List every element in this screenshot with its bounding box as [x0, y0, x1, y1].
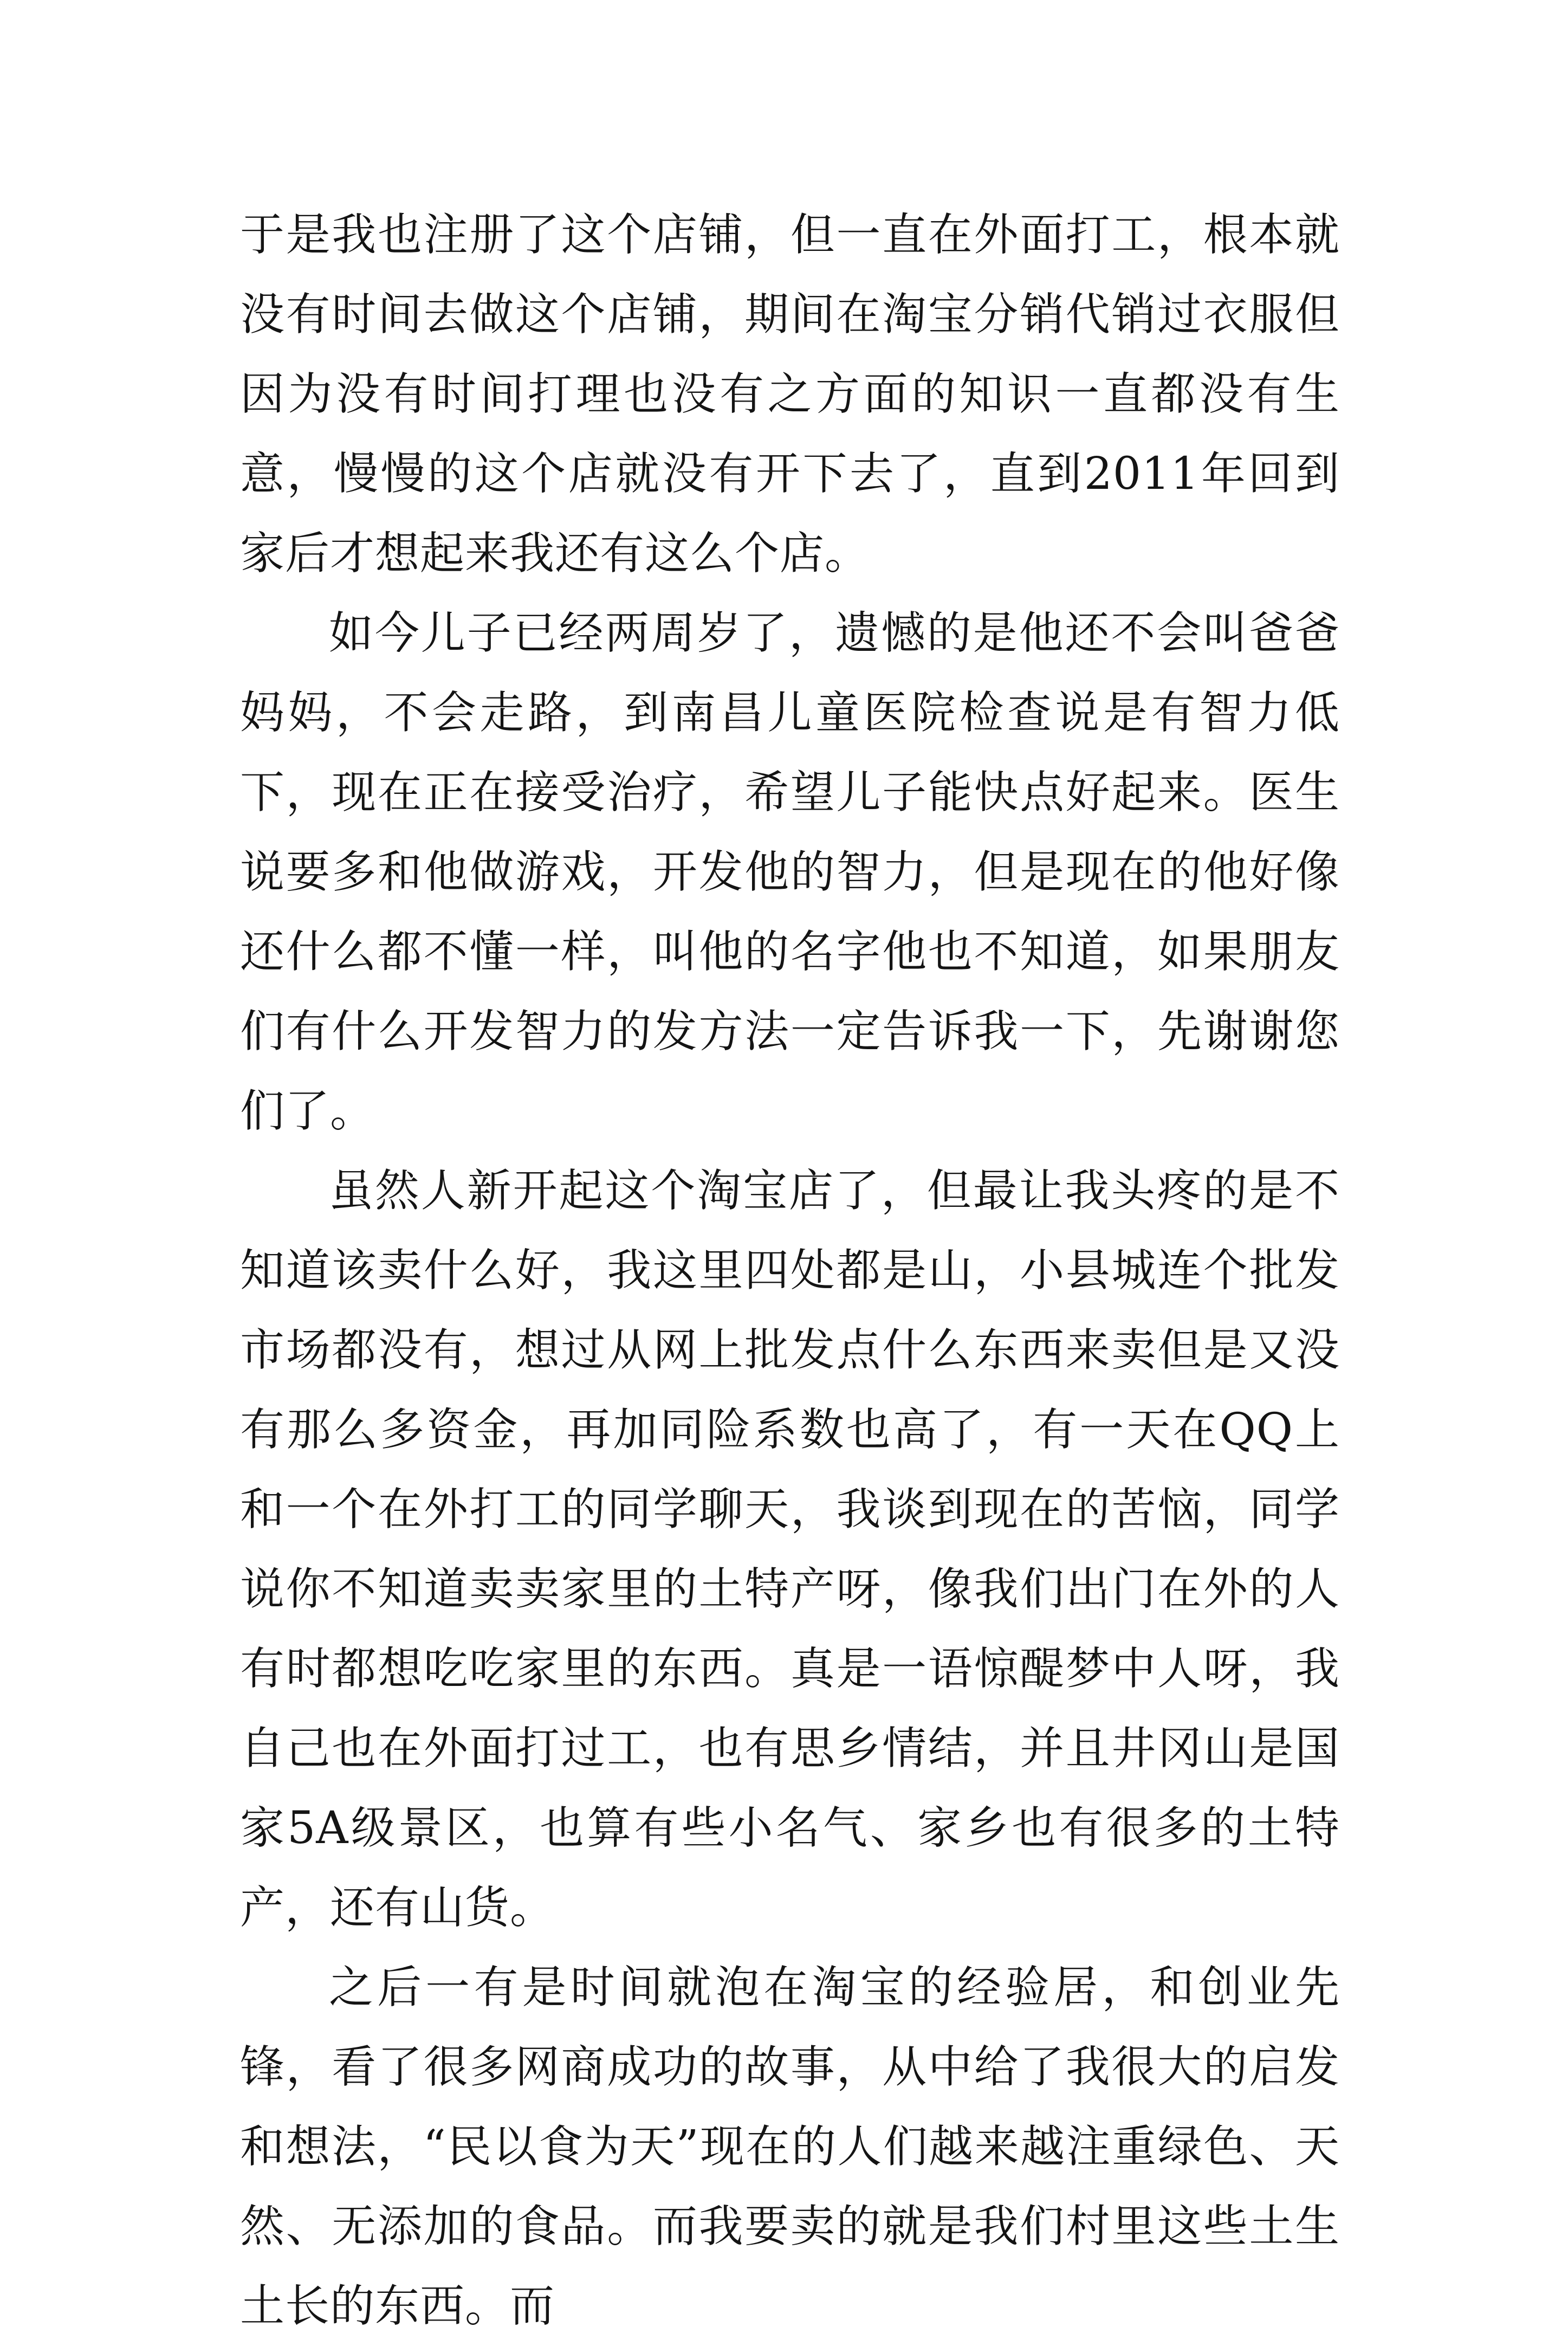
- paragraph-3: 虽然人新开起这个淘宝店了，但最让我头疼的是不知道该卖什么好，我这里四处都是山，小县城连个批发市场都没有，想过从网上批发点什么东西来卖但是又没有那么多资金，再加同险系数也高了，有一天在QQ上和一个在外打工的同学聊天，我谈到现在的苦恼，同学说你不知道卖卖家里的土特产呀，像我们出门在外的人有时都想吃吃家里的东西。真是一语惊醍梦中人呀，我自己也在外面打过工，也有思乡情结，并且井冈山是国家5A级景区，也算有些小名气、家乡也有很多的土特产，还有山货。: [240, 1165, 1340, 1934]
- paragraph-1: 于是我也注册了这个店铺，但一直在外面打工，根本就没有时间去做这个店铺，期间在淘宝分销代销过衣服但因为没有时间打理也没有之方面的知识一直都没有生意，慢慢的这个店就没有开下去了，直到2011年回到家后才想起来我还有这么个店。: [240, 209, 1340, 579]
- paragraph-2: 如今儿子已经两周岁了，遗憾的是他还不会叫爸爸妈妈，不会走路，到南昌儿童医院检查说是有智力低下，现在正在接受治疗，希望儿子能快点好起来。医生说要多和他做游戏，开发他的智力，但是现在的他好像还什么都不懂一样，叫他的名字他也不知道，如果朋友们有什么开发智力的发方法一定告诉我一下，先谢谢您们了。: [240, 607, 1340, 1137]
- body-text: [240, 195, 1340, 2346]
- paragraph-4: 之后一有是时间就泡在淘宝的经验居，和创业先锋，看了很多网商成功的故事，从中给了我很大的启发和想法，“民以食为天”现在的人们越来越注重绿色、天然、无添加的食品。而我要卖的就是我们村里这些土生土长的东西。而: [240, 1962, 1340, 2332]
